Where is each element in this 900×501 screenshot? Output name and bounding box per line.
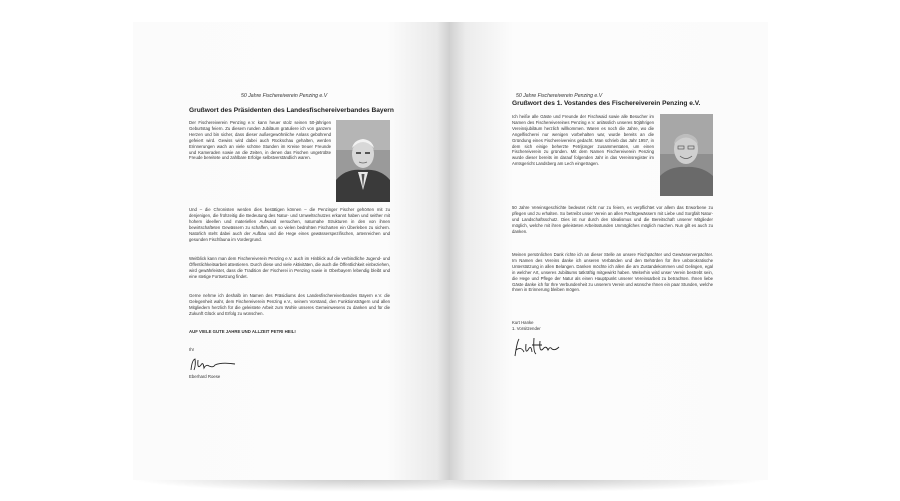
book-shadow-left bbox=[128, 478, 450, 492]
left-ihr: Ihr bbox=[189, 347, 195, 352]
right-running-title: 50 Jahre Fischereiverein Penzing e.V bbox=[516, 93, 603, 99]
right-signatory-name: Kurt Hanke bbox=[512, 320, 534, 325]
signature-right bbox=[512, 336, 562, 360]
left-closing: AUF VIELE GUTE JAHRE UND ALLZEIT PETRI HEIL! bbox=[189, 329, 296, 334]
right-heading: Grußwort des 1. Vostandes des Fischereiverein Penzing e.V. bbox=[512, 100, 701, 107]
left-signatory-name: Eberhard Roese bbox=[189, 374, 221, 379]
left-paragraph-4: Gerne nehme ich deshalb im Namen des Präsidiums des Landesfischereiverbandes Bayern e.V. die Gelegenheit wahr, dem Fischereiverein Penzing e.V., seinem Vorstand, den Funktionsträgern und allen Mitgliedern herzlich für die geleistete Arbeit zum Wohle unseres Gemeinwesens zu danken und für die Zukunft Glück und Erfolg zu wünschen. bbox=[189, 293, 390, 316]
portrait-photo-left bbox=[336, 120, 390, 202]
right-paragraph-1: Ich heiße alle Gäste und Freunde der Fischwaid sowie alle Besucher im Namen des Fischereivereines Penzing e.V. anlässlich unseres 50jährigen Vereinsjubiläum herzlich willkommen. Waren es noch die Jahre, wo die Angelfischerei nur wenigen vorbehalten war, wurde bereits an die Gründung eines Fischereivereins gedacht. Man schrieb das Jahr 1957, in dem sich einige beherzte Petrijünger zusammentaten, um einen Fischereiverein zu gründen. Mit dem Namen Fischereiverein Penzing wurde dieser bereits im darauf folgenden Jahr in das Vereinsregister im Amtsgericht Landsberg am Lech eingetragen. bbox=[512, 114, 654, 167]
left-heading: Grußwort des Präsidenten des Landesfischereiverbandes Bayern bbox=[189, 107, 394, 114]
left-paragraph-1: Der Fischereiverein Penzing e.V. kann heuer stolz seinen 50-jährigen Geburtstag feiern. Zu diesem runden Jubiläum gratuliere ich von ganzem Herzen und bin sicher, dass dieser außergewöhnliche Anlass gebührend gefeiert wird. Gewiss wird dabei auch Rückschau gehalten, werden Erinnerungen wach an viele schöne Stunden im Kreise treuer Freunde und Kameraden sowie an die Zeiten, in denen das Fischen ungetrübte Freude bereitete und zahlbare Erfolge selbstverständlich waren. bbox=[189, 120, 331, 161]
left-page bbox=[133, 22, 450, 480]
left-running-title: 50 Jahre Fischereiverein Penzing e.V bbox=[241, 93, 328, 99]
right-page bbox=[450, 22, 768, 480]
right-paragraph-2: 50 Jahre Vereinsgeschichte bedeutet nicht nur zu feiern, es verpflichtet vor allem das Erworbene zu pflegen und zu erhalten. So betreibt unser Verein an allen Pachtgewässern mit Liebe und Sorgfalt Natur- und Landschaftsschutz. Dies ist nur durch den Idealismus und die Bereitschaft unserer Mitglieder möglich, welche mit ihren geleisteten Arbeitsstunden Unmögliches möglich machen. Nun gilt es auch zu danken. bbox=[512, 205, 713, 234]
left-paragraph-2: Und – die Chronisten werden dies bestätigen können – die Penzinger Fischer gehörten mit zu denjenigen, die frühzeitig die Bedeutung des Natur- und Umweltschutzes erkannt haben und seither mit hohem ideellen und materiellen Aufwand versuchen, naturnahe Strukturen in den von ihnen bewirtschafteten Gewässern zu schaffen, um so vielen bedrohten Fischarten ein Überleben zu sichern. Natürlich steht dabei auch der Aufbau und die Hege eines gewässerspezifischen, artenreichen und gesunden Fischfauna im Vordergrund. bbox=[189, 207, 390, 242]
left-paragraph-3: Weitblick kann man dem Fischereiverein Penzing e.V. auch im Hinblick auf die verbindliche Jugend- und Öffentlichkeitsarbeit attestieren. Durch diese und viele Aktivitäten, die auch die Öffentlichkeit einbeziehen, wird gewährleistet, dass die Tradition der Fischerei in Penzing sowie in Oberbayern lebendig bleibt und eine stetige Fortsetzung findet. bbox=[189, 256, 390, 279]
signature-left bbox=[189, 356, 237, 374]
book-shadow-right bbox=[450, 478, 772, 492]
right-signatory-role: 1. Vorsitzender bbox=[512, 326, 541, 331]
portrait-photo-right bbox=[660, 114, 713, 196]
right-paragraph-3: Meinen persönlichen Dank richte ich an dieser Stelle an unsere Fischpächter und Gewässerverpächter. Im Namen des Vereins danke ich unseren Verbänden und den Behörden für ihre unbürokratische Unterstützung in allen Belangen. Danken möchte ich allen die am Zustandekommen und Gelingen, egal in welcher Art, unseres Jubiläums tatkräftig mitgewirkt haben. Weiterhin wird unser Verein bestrebt sein, die Hege und Pflege der Natur als einen Hauptpunkt unserer Vereinsarbeit zu betrachten. Ihnen liebe Gäste danke ich für Ihre Verbundenheit zu unserem Verein und wünsche Ihnen ein paar Stunden, welche Ihnen in Erinnerung bleiben mögen. bbox=[512, 252, 713, 293]
